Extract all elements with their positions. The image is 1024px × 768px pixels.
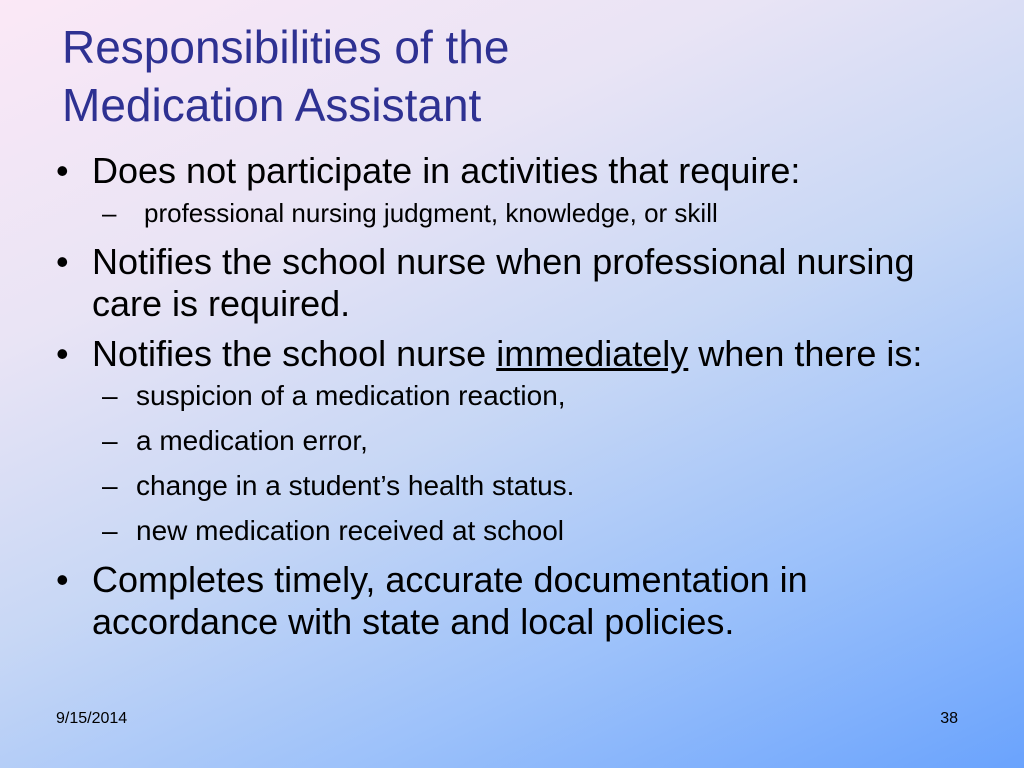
bullet-marker: • xyxy=(56,333,69,374)
sub-item-text: professional nursing judgment, knowledge, or skill xyxy=(144,198,718,228)
page-number: 38 xyxy=(940,710,958,727)
sub-item xyxy=(92,424,984,458)
sub-item-marker: – xyxy=(102,425,118,456)
sub-item xyxy=(92,196,984,230)
sub-item-marker: – xyxy=(102,380,118,411)
bullet-item xyxy=(54,333,984,548)
sub-item xyxy=(92,469,984,503)
slide-title-line-1: Responsibilities of the xyxy=(62,21,510,73)
sub-item xyxy=(92,514,984,548)
slide-content xyxy=(54,150,984,651)
bullet-item xyxy=(54,241,984,325)
bullet-marker: • xyxy=(56,150,69,191)
footer-date: 9/15/2014 xyxy=(56,710,128,727)
bullet-text: Completes timely, accurate documentation in accordance with state and local policies. xyxy=(92,559,808,642)
bullet-text: Notifies the school nurse when professional nursing care is required. xyxy=(92,241,915,324)
bullet-marker: • xyxy=(56,241,69,282)
slide-title xyxy=(62,18,509,134)
bullet-item xyxy=(54,150,984,230)
sub-item-marker: – xyxy=(102,198,117,228)
sub-item-text: change in a student’s health status. xyxy=(136,470,575,501)
sub-item-text: a medication error, xyxy=(136,425,368,456)
sub-item-text: suspicion of a medication reaction, xyxy=(136,380,566,411)
bullet-text-emphasis: immediately xyxy=(496,333,689,374)
sub-item-marker: – xyxy=(102,470,118,501)
bullet-text-end: when there is: xyxy=(688,333,923,374)
sub-item-text: new medication received at school xyxy=(136,515,565,546)
bullet-text-start: Notifies the school nurse xyxy=(92,333,497,374)
sub-list xyxy=(92,196,984,230)
bullet-text: Does not participate in activities that require: xyxy=(92,150,801,191)
slide-title-line-2: Medication Assistant xyxy=(62,79,482,131)
sub-list xyxy=(92,379,984,548)
bullet-item xyxy=(54,559,984,643)
sub-item-marker: – xyxy=(102,515,118,546)
bullet-marker: • xyxy=(56,559,69,600)
sub-item xyxy=(92,379,984,413)
